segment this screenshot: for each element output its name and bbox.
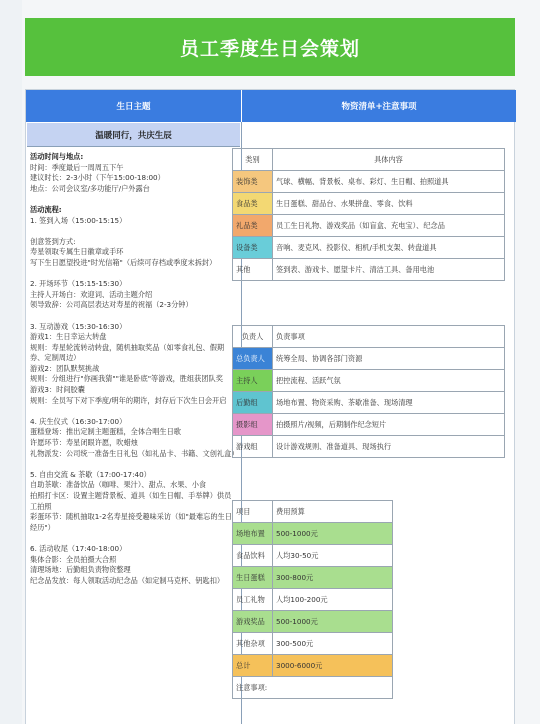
flow-line: 活动时间与地点: [30, 152, 84, 161]
role-task-cell[interactable]: 把控流程、活跃气氛 [273, 370, 505, 392]
role-owner-cell[interactable]: 总负责人 [233, 348, 273, 370]
material-category-cell[interactable]: 礼品类 [233, 215, 273, 237]
budget-table [232, 500, 393, 699]
roles-table [232, 325, 505, 458]
budget-header-item[interactable]: 项目 [233, 501, 273, 523]
flow-line: 游戏1：生日幸运大转盘 [30, 332, 107, 342]
table-row [233, 237, 505, 259]
flow-line: 建议时长：2-3小时（下午15:00-18:00） [30, 173, 165, 183]
role-owner-cell[interactable]: 主持人 [233, 370, 273, 392]
budget-item-cell[interactable]: 总计 [233, 655, 273, 677]
flow-line [30, 533, 238, 544]
role-owner-cell[interactable]: 游戏组 [233, 436, 273, 458]
budget-cost-cell[interactable]: 500-1000元 [273, 523, 393, 545]
table-row [233, 545, 393, 567]
flow-line: 清理场地：后勤组负责物资整理 [30, 565, 131, 575]
column-header-materials[interactable]: 物资清单+注意事项 [241, 90, 516, 122]
table-row [233, 589, 393, 611]
table-row [233, 414, 505, 436]
role-task-cell[interactable]: 场地布置、物资采购、茶歇准备、现场清理 [273, 392, 505, 414]
roles-header-task[interactable]: 负责事项 [273, 326, 505, 348]
budget-item-cell[interactable]: 其他杂项 [233, 633, 273, 655]
flow-line [30, 226, 238, 237]
flow-line [30, 311, 238, 322]
material-category-cell[interactable]: 其他 [233, 259, 273, 281]
flow-line [30, 194, 238, 205]
activity-flow-text[interactable] [30, 152, 238, 586]
flow-line: 地点：公司会议室/多功能厅/户外露台 [30, 183, 150, 193]
table-row [233, 655, 393, 677]
table-row [233, 677, 393, 699]
flow-line: 游戏3：时间胶囊 [30, 385, 85, 395]
role-owner-cell[interactable]: 摄影组 [233, 414, 273, 436]
flow-line: 蛋糕登场：推出定制主题蛋糕，全体合唱生日歌 [30, 427, 181, 437]
flow-line: 拍照打卡区：设置主题背景板、道具（如生日帽、手举牌）供员工拍照 [30, 491, 232, 511]
flow-line: 自助茶歇：准备饮品（咖啡、果汁）、甜点、水果、小食 [30, 480, 207, 490]
flow-line: 规则：全员写下对下季度/明年的期许，封存后下次生日会开启 [30, 395, 227, 405]
role-task-cell[interactable]: 统筹全局、协调各部门资源 [273, 348, 505, 370]
material-category-cell[interactable]: 设备类 [233, 237, 273, 259]
flow-line: 创意签到方式: [30, 236, 76, 246]
flow-line: 主持人开场白：欢迎词、活动主题介绍 [30, 289, 153, 299]
budget-cost-cell[interactable]: 人均30-50元 [273, 545, 393, 567]
flow-line: 集体合影：全员拍摄大合照 [30, 554, 117, 564]
budget-item-cell[interactable]: 场地布置 [233, 523, 273, 545]
budget-item-cell[interactable]: 生日蛋糕 [233, 567, 273, 589]
role-task-cell[interactable]: 设计游戏规则、准备道具、现场执行 [273, 436, 505, 458]
flow-line: 礼物派发：公司统一准备生日礼包（如礼品卡、书籍、文创礼盒） [30, 448, 239, 458]
left-gutter [0, 0, 22, 724]
flow-line: 许愿环节：寿星闭眼许愿，吹蜡烛 [30, 438, 138, 448]
theme-subtitle[interactable]: 温暖同行，共庆生辰 [27, 123, 240, 147]
table-row [233, 523, 393, 545]
flow-line [30, 406, 238, 417]
budget-cost-cell[interactable]: 3000-6000元 [273, 655, 393, 677]
material-category-cell[interactable]: 食品类 [233, 193, 273, 215]
flow-line: 2. 开场环节（15:15-15:30） [30, 279, 127, 289]
material-category-cell[interactable]: 装饰类 [233, 171, 273, 193]
budget-item-cell[interactable]: 游戏奖品 [233, 611, 273, 633]
table-row [233, 259, 505, 281]
roles-header-owner[interactable]: 负责人 [233, 326, 273, 348]
table-row [233, 215, 505, 237]
table-row [233, 171, 505, 193]
budget-cost-cell[interactable]: 300-800元 [273, 567, 393, 589]
material-content-cell[interactable]: 生日蛋糕、甜品台、水果拼盘、零食、饮料 [273, 193, 505, 215]
role-owner-cell[interactable]: 后勤组 [233, 392, 273, 414]
table-row [233, 633, 393, 655]
materials-header-category[interactable]: 类别 [233, 149, 273, 171]
material-content-cell[interactable]: 员工生日礼物、游戏奖品（如盲盒、充电宝）、纪念品 [273, 215, 505, 237]
flow-line: 规则：分组进行"你画我猜""谁是卧底"等游戏，胜组获团队奖 [30, 374, 223, 384]
table-row [233, 193, 505, 215]
flow-line: 4. 庆生仪式（16:30-17:00） [30, 416, 127, 426]
table-row [233, 436, 505, 458]
notes-label[interactable]: 注意事项: [233, 677, 393, 699]
budget-cost-cell[interactable]: 500-1000元 [273, 611, 393, 633]
flow-line: 寿星领取专属生日徽章或手环 [30, 247, 124, 257]
page-title: 员工季度生日会策划 [25, 18, 515, 76]
flow-line: 彩蛋环节：随机抽取1-2名寿星接受趣味采访（如"最难忘的生日经历"） [30, 512, 232, 532]
flow-line: 6. 活动收尾（17:40-18:00） [30, 543, 127, 553]
flow-line: 写下生日愿望投进"时光信箱"（后续可存档或季度末拆封） [30, 257, 217, 267]
table-row [233, 611, 393, 633]
flow-line: 游戏2：团队默契挑战 [30, 363, 100, 373]
flow-line: 规则：寿星轮流转动转盘，随机抽取奖品（如零食礼包、假期券、定制周边） [30, 342, 225, 363]
budget-item-cell[interactable]: 员工礼物 [233, 589, 273, 611]
budget-header-cost[interactable]: 费用预算 [273, 501, 393, 523]
flow-line [30, 459, 238, 470]
flow-line [30, 269, 238, 280]
materials-table [232, 148, 505, 281]
flow-line: 纪念品发放：每人领取活动纪念品（如定制马克杯、钥匙扣） [30, 575, 225, 585]
budget-item-cell[interactable]: 食品饮料 [233, 545, 273, 567]
flow-line: 时间：季度最后一周周五下午 [30, 162, 124, 172]
table-row [233, 392, 505, 414]
table-row [233, 348, 505, 370]
table-row [233, 567, 393, 589]
material-content-cell[interactable]: 签到表、游戏卡、愿望卡片、清洁工具、备用电池 [273, 259, 505, 281]
column-header-theme[interactable]: 生日主题 [26, 90, 241, 122]
flow-line: 5. 自由交流 & 茶歇（17:00-17:40） [30, 469, 151, 479]
material-content-cell[interactable]: 气球、横幅、背景板、桌布、彩灯、生日帽、拍照道具 [273, 171, 505, 193]
flow-line: 1. 签到入场（15:00-15:15） [30, 215, 127, 225]
flow-line: 领导致辞：公司高层表达对寿星的祝福（2-3分钟） [30, 300, 193, 310]
materials-header-content[interactable]: 具体内容 [273, 149, 505, 171]
flow-line: 3. 互动游戏（15:30-16:30） [30, 321, 127, 331]
table-row [233, 370, 505, 392]
role-task-cell[interactable]: 拍摄照片/视频，后期制作纪念短片 [273, 414, 505, 436]
flow-line: 活动流程: [30, 204, 62, 214]
budget-cost-cell[interactable]: 300-500元 [273, 633, 393, 655]
budget-cost-cell[interactable]: 人均100-200元 [273, 589, 393, 611]
material-content-cell[interactable]: 音响、麦克风、投影仪、相机/手机支架、转盘道具 [273, 237, 505, 259]
